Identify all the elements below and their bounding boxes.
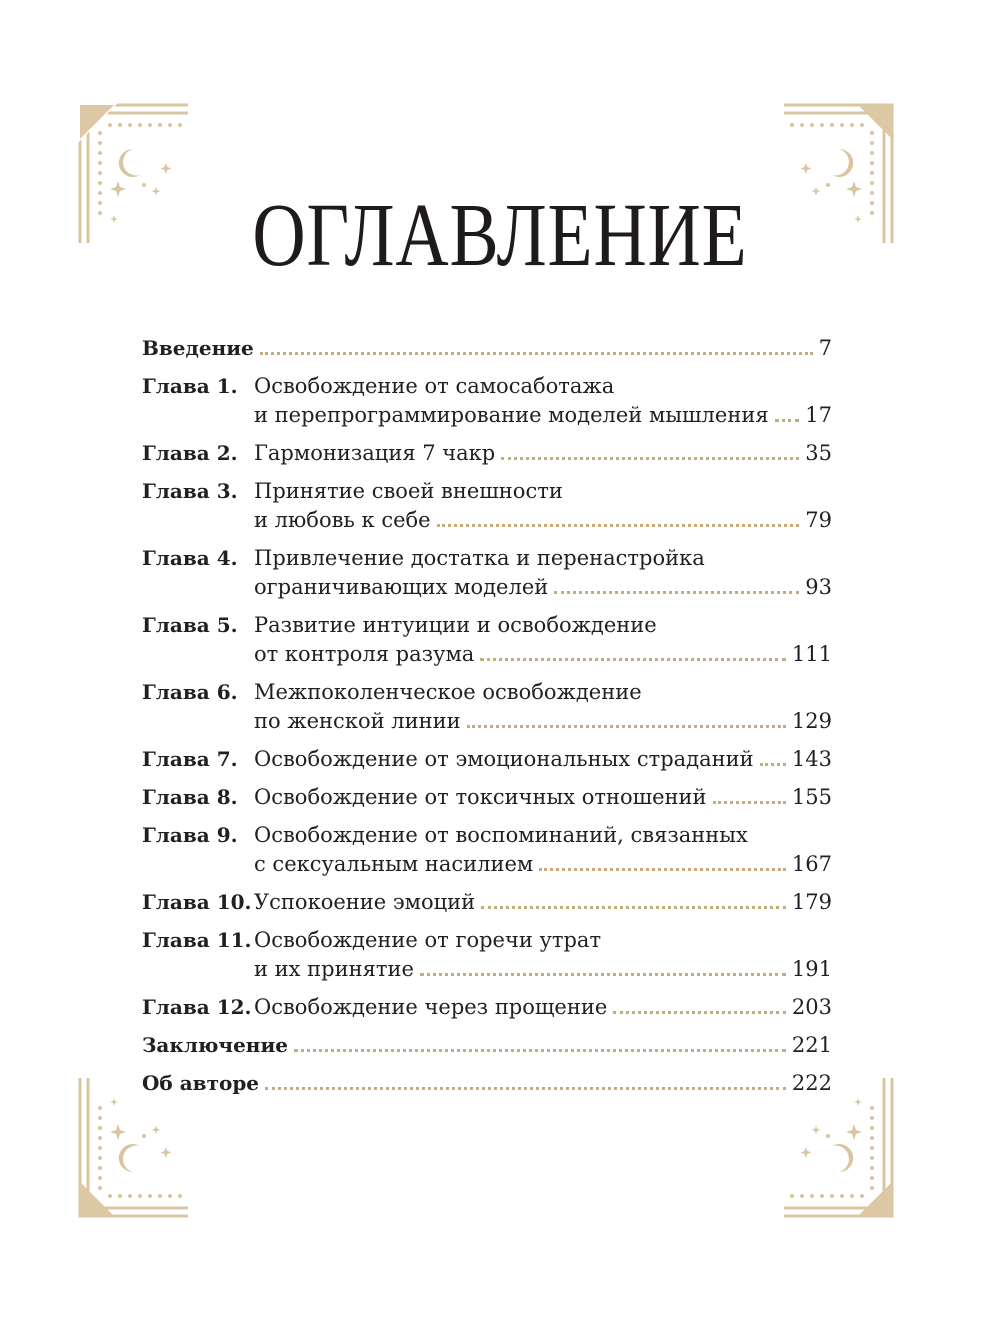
toc-last-line [142, 334, 832, 363]
toc-title-line: Освобождение от самосаботажа [254, 374, 615, 398]
toc-entry[interactable] [142, 334, 832, 363]
toc-title-line: ограничивающих моделей [254, 575, 549, 599]
toc-entry[interactable] [142, 993, 832, 1022]
toc-entry-body [254, 678, 832, 736]
toc-last-line [254, 745, 832, 774]
toc-page-number: 7 [818, 336, 832, 360]
toc-entry-body [254, 745, 832, 774]
toc-page-number: 203 [791, 995, 832, 1019]
toc-last-line [142, 1069, 832, 1098]
toc-chapter-label: Глава 6. [142, 680, 238, 704]
toc-title-line: Освобождение от токсичных отношений [254, 785, 707, 809]
toc-last-line [142, 1031, 832, 1060]
toc-title-line: Об авторе [142, 1071, 260, 1095]
dot-leader [760, 763, 786, 766]
dot-leader [467, 725, 786, 728]
dot-leader [775, 419, 800, 422]
toc-entry[interactable] [142, 1069, 832, 1098]
toc-title-line: и любовь к себе [254, 508, 431, 532]
toc-title-line: Заключение [142, 1033, 288, 1057]
toc-title-line: и перепрограммирование моделей мышления [254, 403, 769, 427]
dot-leader [437, 524, 800, 527]
toc-last-line [254, 401, 832, 430]
toc-entry[interactable] [142, 439, 832, 468]
toc-page-number: 179 [791, 890, 832, 914]
toc-chapter-label: Глава 10. [142, 890, 252, 914]
toc-entry-body [254, 439, 832, 468]
toc-last-line [254, 439, 832, 468]
toc-entry-body [254, 926, 832, 984]
toc-last-line [254, 955, 832, 984]
toc-page-number: 191 [791, 957, 832, 981]
toc-title-line: Развитие интуиции и освобождение [254, 613, 657, 637]
toc-entry[interactable] [142, 544, 832, 602]
toc-entry[interactable] [142, 888, 832, 917]
toc-title-line: Введение [142, 336, 254, 360]
toc-title-line: Межпоколенческое освобождение [254, 680, 642, 704]
toc-title-line: Принятие своей внешности [254, 479, 563, 503]
toc-entry[interactable] [142, 821, 832, 879]
toc-entry-body [254, 993, 832, 1022]
dot-leader [294, 1049, 786, 1052]
toc-entry[interactable] [142, 926, 832, 984]
toc-entry-body [142, 334, 832, 363]
toc-page-number: 143 [791, 747, 832, 771]
toc-title-line: Освобождение от эмоциональных страданий [254, 747, 754, 771]
toc-chapter-label: Глава 3. [142, 479, 238, 503]
dot-leader [501, 457, 799, 460]
dot-leader [420, 973, 786, 976]
toc-last-line [254, 850, 832, 879]
toc-chapter-label: Глава 11. [142, 928, 252, 952]
toc-title-line: Привлечение достатка и перенастройка [254, 546, 705, 570]
toc-title-line: Успокоение эмоций [254, 890, 476, 914]
dot-leader [554, 591, 799, 594]
toc-page-number: 221 [791, 1033, 832, 1057]
toc-last-line [254, 506, 832, 535]
toc-entry[interactable] [142, 783, 832, 812]
toc-chapter-label: Глава 1. [142, 374, 238, 398]
toc-entry[interactable] [142, 678, 832, 736]
toc-entry[interactable] [142, 611, 832, 669]
toc-entry[interactable] [142, 477, 832, 535]
toc-page-number: 129 [791, 709, 832, 733]
toc-entry-body [142, 1031, 832, 1060]
toc-title-line: от контроля разума [254, 642, 475, 666]
toc-entry-body [254, 783, 832, 812]
toc-entry-body [254, 544, 832, 602]
dot-leader [480, 658, 786, 661]
toc-page-number: 93 [805, 575, 832, 599]
toc-title-line: Гармонизация 7 чакр [254, 441, 496, 465]
toc-chapter-label: Глава 5. [142, 613, 238, 637]
toc-title-line: Освобождение от воспоминаний, связанных [254, 823, 748, 847]
toc-last-line [254, 993, 832, 1022]
toc-entry-body [254, 372, 832, 430]
toc-title-line: Освобождение через прощение [254, 995, 608, 1019]
toc-page-number: 167 [791, 852, 832, 876]
toc-chapter-label: Глава 12. [142, 995, 252, 1019]
toc-last-line [254, 707, 832, 736]
toc-page-number: 35 [805, 441, 832, 465]
toc-page-number: 17 [805, 403, 832, 427]
toc-entry[interactable] [142, 745, 832, 774]
toc-title-line: Освобождение от горечи утрат [254, 928, 602, 952]
dot-leader [265, 1087, 786, 1090]
toc-page-number: 222 [791, 1071, 832, 1095]
dot-leader [713, 801, 786, 804]
toc-chapter-label: Глава 4. [142, 546, 238, 570]
dot-leader [613, 1011, 786, 1014]
toc-entry-body [254, 477, 832, 535]
table-of-contents [142, 334, 832, 1107]
toc-entry-body [254, 888, 832, 917]
toc-page-number: 79 [805, 508, 832, 532]
toc-last-line [254, 640, 832, 669]
toc-title-line: и их принятие [254, 957, 414, 981]
toc-page-number: 111 [791, 642, 832, 666]
toc-chapter-label: Глава 7. [142, 747, 238, 771]
dot-leader [539, 868, 786, 871]
toc-last-line [254, 783, 832, 812]
toc-title-line: по женской линии [254, 709, 461, 733]
toc-title-line: с сексуальным насилием [254, 852, 534, 876]
toc-last-line [254, 888, 832, 917]
toc-chapter-label: Глава 9. [142, 823, 238, 847]
toc-chapter-label: Глава 8. [142, 785, 238, 809]
toc-entry-body [142, 1069, 832, 1098]
dot-leader [260, 352, 813, 355]
toc-entry-body [254, 821, 832, 879]
page-title: ОГЛАВЛЕНИЕ [252, 186, 748, 285]
toc-entry[interactable] [142, 372, 832, 430]
dot-leader [481, 906, 786, 909]
toc-chapter-label: Глава 2. [142, 441, 238, 465]
toc-last-line [254, 573, 832, 602]
toc-entry-body [254, 611, 832, 669]
toc-entry[interactable] [142, 1031, 832, 1060]
toc-page-number: 155 [791, 785, 832, 809]
